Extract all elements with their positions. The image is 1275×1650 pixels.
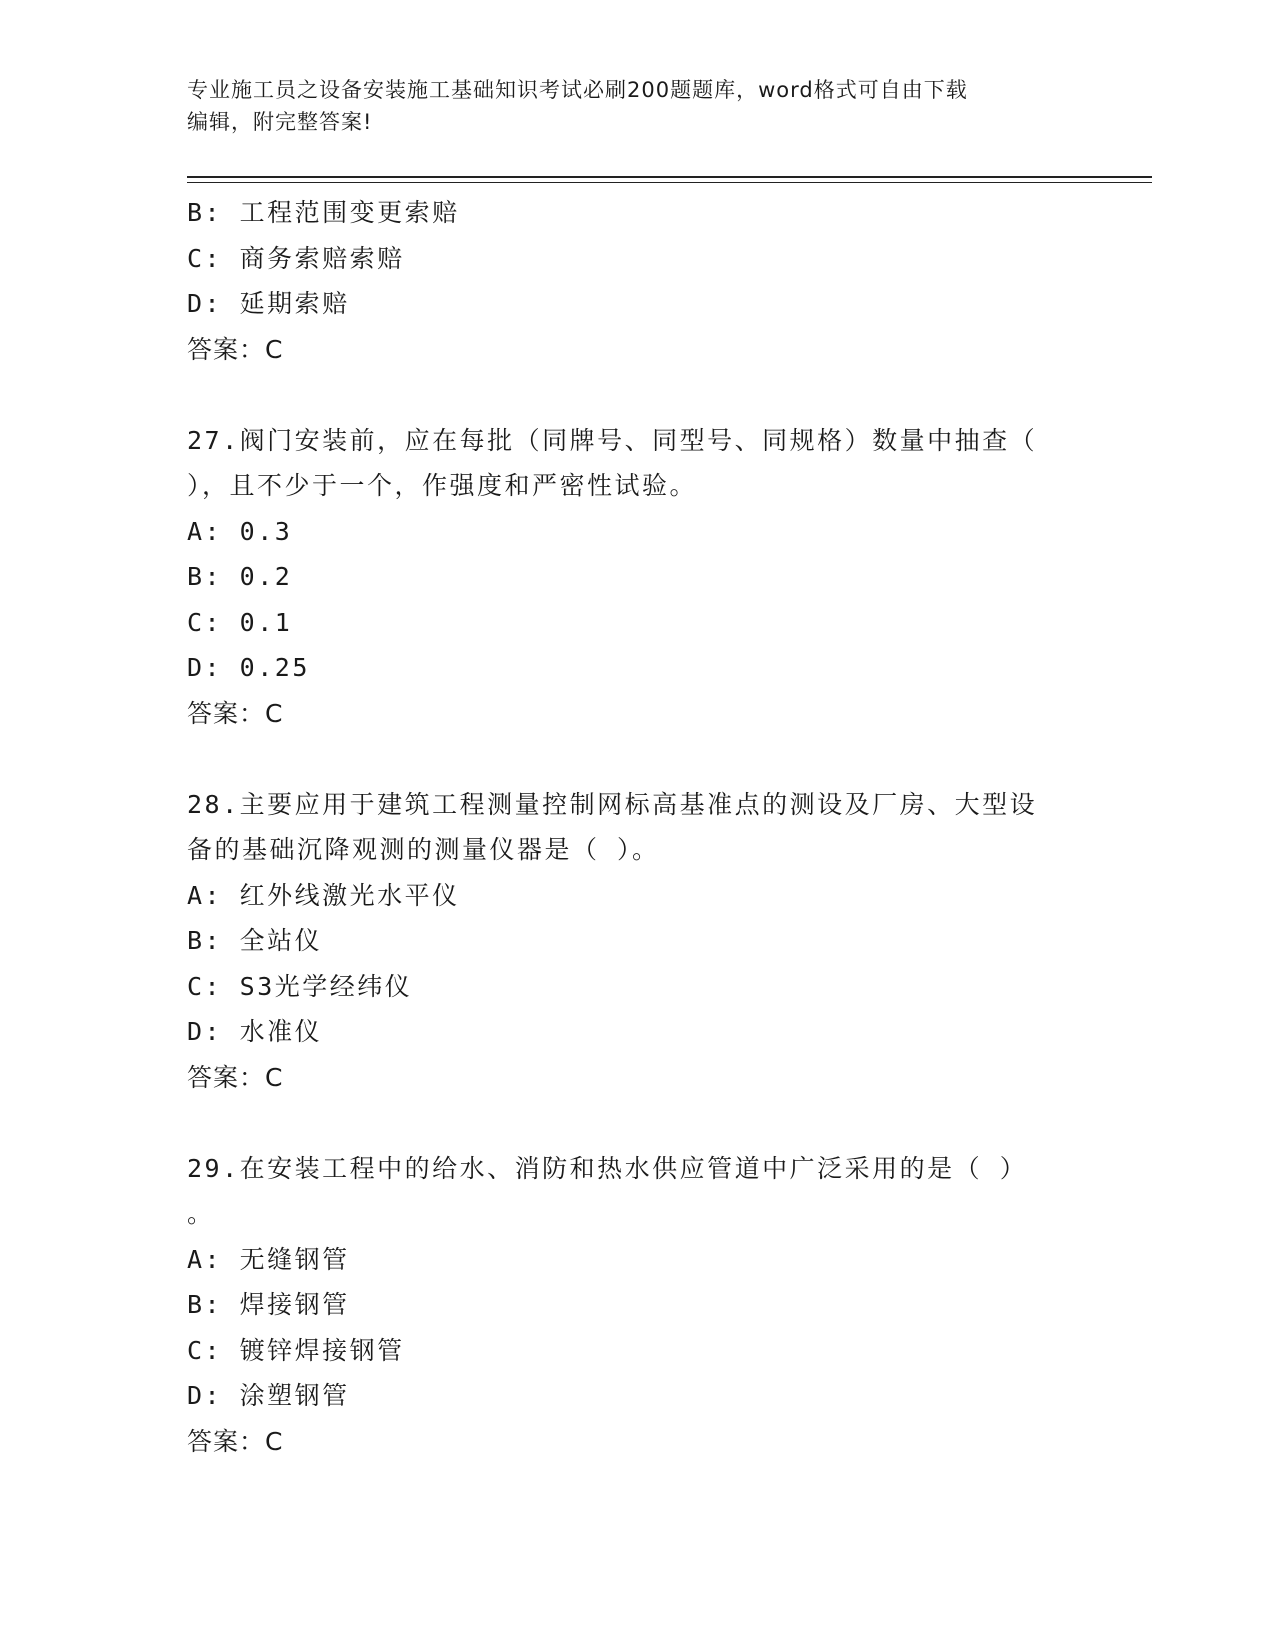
option-key: C:	[187, 243, 223, 273]
question-spacer	[187, 1100, 1087, 1146]
option-b	[187, 554, 1087, 600]
option-text: 延期索赔	[239, 289, 350, 318]
question-stem-line-1: 27.阀门安装前，应在每批（同牌号、同型号、同规格）数量中抽查（	[187, 425, 1038, 455]
header-title-line-2: 编辑，附完整答案!	[187, 110, 373, 134]
option-d	[187, 1373, 1087, 1419]
option-b	[187, 918, 1087, 964]
option-key: A:	[187, 1244, 223, 1274]
option-a	[187, 873, 1087, 919]
answer-line: 答案：C	[187, 698, 284, 728]
answer-line: 答案：C	[187, 1062, 284, 1092]
header-divider-thin	[187, 182, 1152, 183]
option-text: 0.3	[239, 516, 293, 546]
answer-line: 答案：C	[187, 1426, 284, 1456]
answer-line: 答案：C	[187, 334, 284, 364]
question-27-block	[187, 418, 1087, 737]
question-spacer	[187, 372, 1087, 418]
option-c	[187, 236, 1087, 282]
option-text: 0.25	[239, 653, 310, 682]
option-text: 无缝钢管	[239, 1244, 350, 1274]
option-key: A:	[187, 516, 223, 546]
option-key: D:	[187, 653, 223, 682]
option-key: A:	[187, 880, 223, 910]
option-a	[187, 509, 1087, 555]
option-text: 0.2	[239, 562, 293, 591]
option-d	[187, 645, 1087, 691]
option-c	[187, 964, 1087, 1010]
option-text: 涂塑钢管	[239, 1381, 350, 1410]
document-header	[187, 74, 1087, 138]
question-stem-line-2: ），且不少于一个，作强度和严密性试验。	[187, 471, 698, 500]
option-text: 焊接钢管	[239, 1290, 350, 1319]
prev-question-block	[187, 190, 1087, 372]
option-text: 镀锌焊接钢管	[239, 1335, 405, 1365]
option-c	[187, 1328, 1087, 1374]
option-text: 0.1	[239, 607, 293, 637]
option-text: 红外线激光水平仪	[239, 880, 460, 910]
option-b	[187, 1282, 1087, 1328]
option-key: C:	[187, 607, 223, 637]
option-key: B:	[187, 926, 223, 955]
option-key: D:	[187, 1381, 223, 1410]
question-29-block	[187, 1146, 1087, 1465]
header-divider-thick	[187, 176, 1152, 178]
option-key: C:	[187, 1335, 223, 1365]
option-key: B:	[187, 562, 223, 591]
option-a	[187, 1237, 1087, 1283]
question-stem-line-1: 28.主要应用于建筑工程测量控制网标高基准点的测设及厂房、大型设	[187, 789, 1038, 819]
option-b	[187, 190, 1087, 236]
question-stem-line-2: 。	[187, 1199, 215, 1228]
question-28-block	[187, 782, 1087, 1101]
option-text: 工程范围变更索赔	[239, 198, 460, 227]
option-d	[187, 281, 1087, 327]
option-key: D:	[187, 1017, 223, 1046]
question-stem-line-1: 29.在安装工程中的给水、消防和热水供应管道中广泛采用的是（ ）	[187, 1153, 1028, 1183]
option-d	[187, 1009, 1087, 1055]
option-text: S3光学经纬仪	[239, 971, 413, 1001]
header-title-line-1: 专业施工员之设备安装施工基础知识考试必刷200题题库，word格式可自由下载	[187, 78, 968, 102]
option-key: B:	[187, 1290, 223, 1319]
question-spacer	[187, 736, 1087, 782]
question-stem-line-2: 备的基础沉降观测的测量仪器是（ ）。	[187, 835, 660, 864]
option-text: 商务索赔索赔	[239, 243, 405, 273]
question-content	[187, 190, 1087, 1464]
option-key: C:	[187, 971, 223, 1001]
option-key: D:	[187, 289, 223, 318]
option-text: 全站仪	[239, 926, 323, 955]
option-text: 水准仪	[239, 1017, 323, 1046]
option-key: B:	[187, 198, 223, 227]
option-c	[187, 600, 1087, 646]
